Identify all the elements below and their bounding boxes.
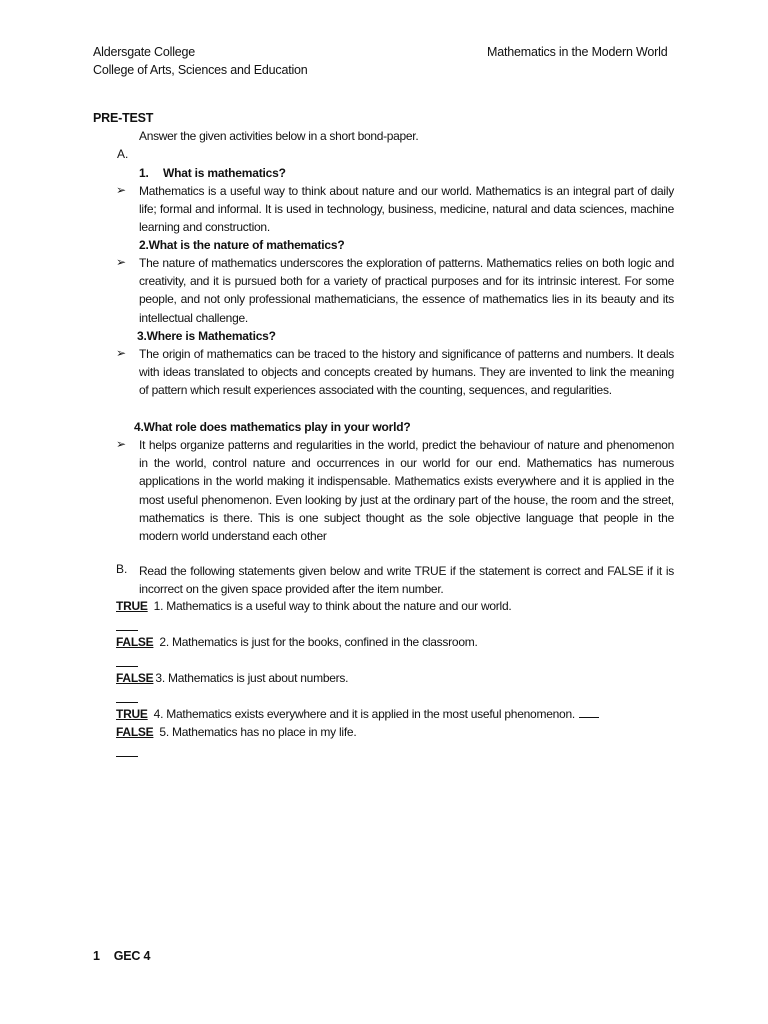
tf-statement-4: 4. Mathematics exists everywhere and it is applied in the most useful phenomenon. xyxy=(153,707,575,721)
answer-blank-line xyxy=(116,702,138,703)
tf-item-2 xyxy=(116,635,478,649)
instruction-text: Answer the given activities below in a short bond-paper. xyxy=(139,129,419,143)
tf-statement-1: 1. Mathematics is a useful way to think about the nature and our world. xyxy=(153,599,512,613)
arrow-bullet-icon: ➢ xyxy=(116,255,127,269)
answer-4: It helps organize patterns and regularities in the world, predict the behaviour of nature and phenomenon in the world, control nature and occurrences in our world for our end. Mathematics has numerous applications in the world making it indispensable. Mathematics exists everywhere and it is applied in the most useful phenomenon. Even looking by just at the ordinary part of the house, the room and the street, mathematics is there. This is one subject thought as the sole objective language that people in the modern world understand each other xyxy=(139,438,674,544)
question-1-text: What is mathematics? xyxy=(163,166,286,180)
part-b-instruction: Read the following statements given below and write TRUE if the statement is correct and FALSE if it is incorrect on the given space provided after the item number. xyxy=(139,564,674,597)
question-1-number: 1. xyxy=(139,166,149,180)
course-title: Mathematics in the Modern World xyxy=(487,45,668,59)
tf-answer-5: FALSE xyxy=(116,725,154,739)
arrow-bullet-icon: ➢ xyxy=(116,183,127,197)
course-code: GEC 4 xyxy=(113,949,151,963)
arrow-bullet-icon: ➢ xyxy=(116,437,127,451)
answer-blank-line xyxy=(116,666,138,667)
question-1 xyxy=(139,166,286,180)
header-left xyxy=(93,43,308,79)
question-2: 2.What is the nature of mathematics? xyxy=(139,238,345,252)
tf-answer-4: TRUE xyxy=(116,707,148,721)
part-a-label: A. xyxy=(117,147,129,161)
question-4: 4.What role does mathematics play in your world? xyxy=(134,420,411,434)
school-name: Aldersgate College xyxy=(93,45,196,59)
question-3: 3.Where is Mathematics? xyxy=(137,329,276,343)
answer-blank-line xyxy=(116,756,138,757)
arrow-bullet-icon: ➢ xyxy=(116,346,127,360)
department-name: College of Arts, Sciences and Education xyxy=(93,63,308,77)
answer-blank-line xyxy=(116,630,138,631)
part-b-label: B. xyxy=(116,562,128,576)
answer-1: Mathematics is a useful way to think about nature and our world. Mathematics is an integral part of daily life; formal and informal. It is used in technology, business, medicine, natural and data sciences, machine learning and construction. xyxy=(139,184,674,235)
tf-answer-2: FALSE xyxy=(116,635,154,649)
tf-statement-3: 3. Mathematics is just about numbers. xyxy=(155,671,349,685)
answer-3: The origin of mathematics can be traced to the history and significance of patterns and numbers. It deals with ideas translated to objects and concepts created by humans. They are invented to link the meaning of pattern which result experiences associated with the counting, sequences, and regularities. xyxy=(139,347,674,398)
page-title: PRE-TEST xyxy=(93,111,154,125)
tf-answer-3: FALSE xyxy=(116,671,154,685)
tf-item-3 xyxy=(116,671,348,685)
page-footer xyxy=(93,949,150,963)
tf-item-1 xyxy=(116,599,511,613)
answer-2: The nature of mathematics underscores the exploration of patterns. Mathematics relies on both logic and creativity, and it is pursued both for a variety of practical purposes and for its intrinsic interest. For some people, and not only professional mathematicians, the essence of mathematics lies in its beauty and its intellectual challenge. xyxy=(139,256,674,325)
tf-statement-5: 5. Mathematics has no place in my life. xyxy=(159,725,357,739)
tf-item-5 xyxy=(116,725,356,739)
answer-blank-line xyxy=(579,717,599,718)
tf-statement-2: 2. Mathematics is just for the books, confined in the classroom. xyxy=(159,635,478,649)
tf-answer-1: TRUE xyxy=(116,599,148,613)
page-number: 1 xyxy=(93,949,100,963)
tf-item-4 xyxy=(116,707,599,721)
